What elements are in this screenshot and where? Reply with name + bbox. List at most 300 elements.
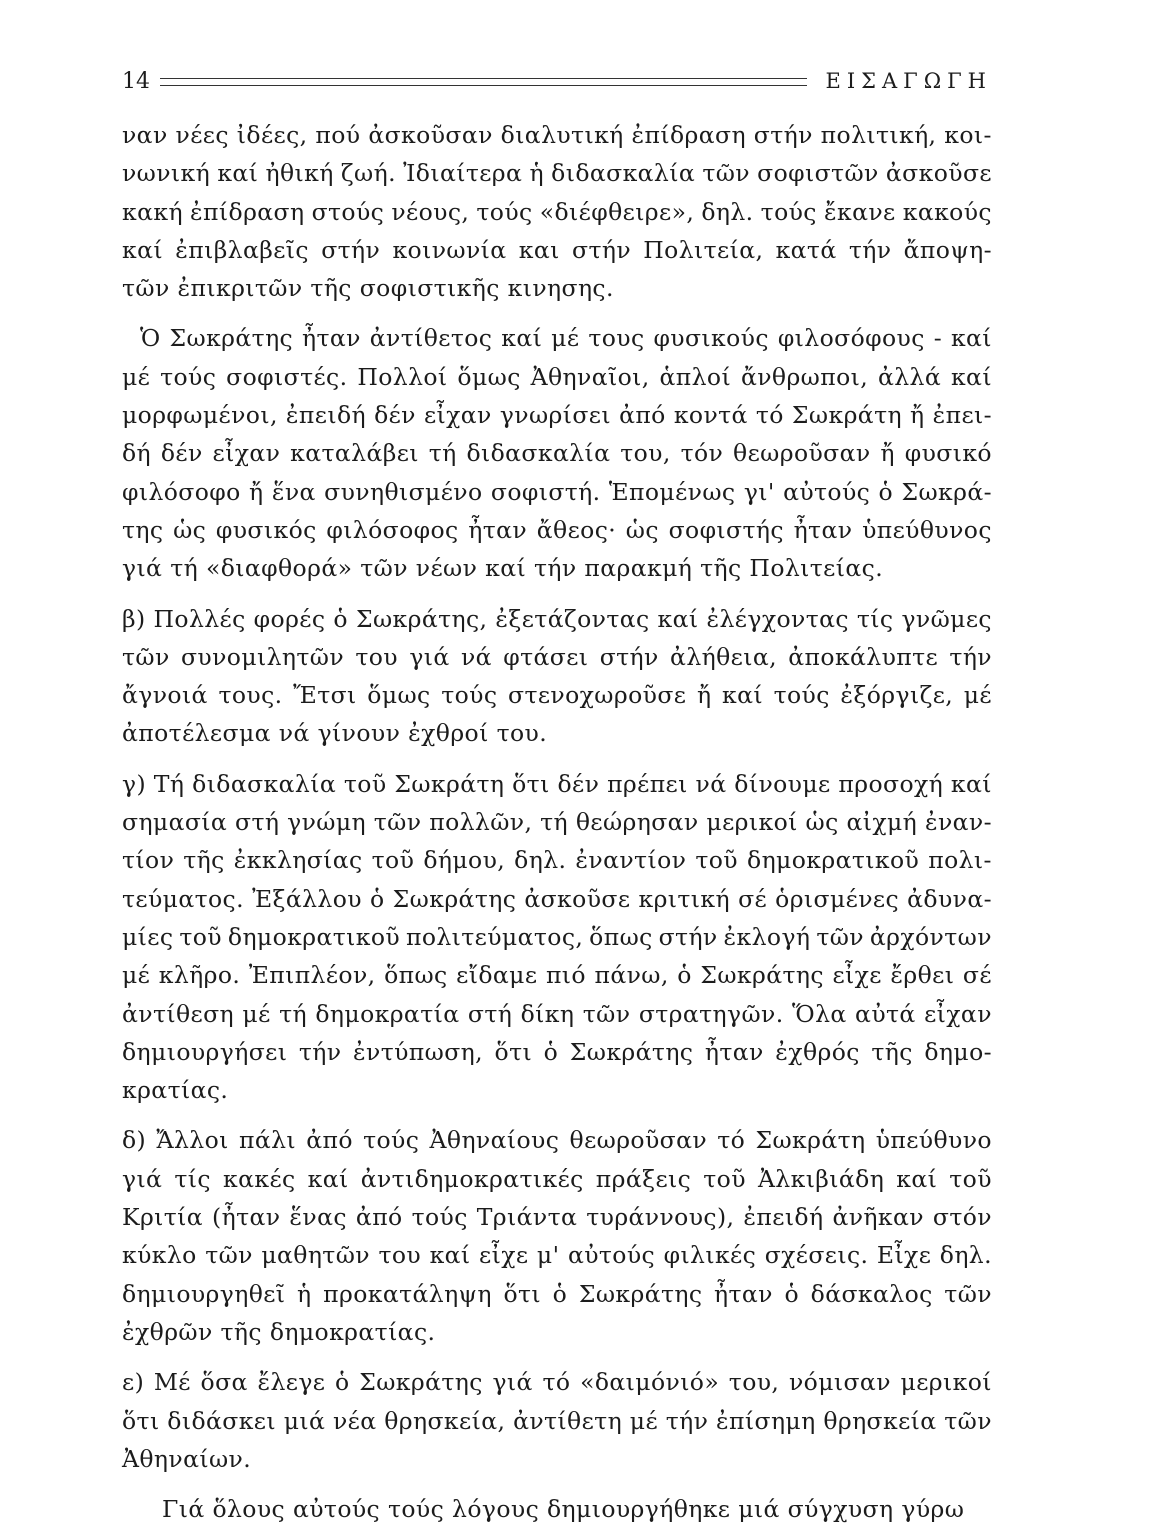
text-line xyxy=(122,676,992,714)
word: συνηθισμένο xyxy=(324,477,483,506)
word: τῶν xyxy=(582,999,631,1028)
word: καί xyxy=(122,235,163,264)
text-line xyxy=(122,1275,992,1313)
word: γνῶμες xyxy=(901,604,992,633)
word: δηλ. xyxy=(939,1241,992,1270)
word: ἀδυνα- xyxy=(907,884,992,913)
word: νόμισαν xyxy=(788,1368,891,1397)
word: μέ xyxy=(242,999,271,1028)
word: μαθητῶν xyxy=(261,1241,370,1270)
word: τήν xyxy=(949,642,992,671)
word: στόν xyxy=(932,1203,992,1232)
word: ἄνθρωποι, xyxy=(740,362,869,391)
word: τοῦ xyxy=(949,1164,992,1193)
word: μορφωμένοι, xyxy=(122,401,278,430)
word: κακή xyxy=(122,197,183,226)
word: Σωκράτη xyxy=(755,1126,866,1155)
paragraph xyxy=(122,319,992,587)
body-text xyxy=(122,116,992,1540)
word: τήν xyxy=(665,1406,709,1435)
word: ὡς xyxy=(805,808,839,837)
word: τίς xyxy=(856,604,894,633)
text-line xyxy=(122,511,992,549)
word: τους. xyxy=(218,681,283,710)
word: τή xyxy=(428,439,457,468)
text-line: Γιά ὅλους αὐτούς τούς λόγους δημιουργήθηκε μιά σύγχυση γύρω xyxy=(162,1495,965,1524)
word: τῆς xyxy=(183,846,225,875)
word: σοφιστές. xyxy=(226,362,348,391)
word: καί xyxy=(950,324,992,353)
word: ἀρχόντων xyxy=(869,922,992,951)
word: ἐπειδή xyxy=(285,401,366,430)
word: ἦταν xyxy=(302,324,361,353)
word: διδασκαλία xyxy=(192,769,337,798)
word: δή xyxy=(122,439,152,468)
word: εἶχε xyxy=(832,961,882,990)
word: εἶχαν xyxy=(212,439,281,468)
word: φιλοσόφους xyxy=(777,324,925,353)
word: τούς xyxy=(476,197,533,226)
word: τό xyxy=(755,401,784,430)
word: νά xyxy=(695,769,727,798)
word: Ἀθηναῖοι, xyxy=(530,362,650,391)
text-line xyxy=(122,1402,992,1440)
word: ἦταν xyxy=(793,515,853,544)
word: ἐντύπωση, xyxy=(353,1037,483,1066)
word: κοινωνία xyxy=(392,235,507,264)
word: στήν xyxy=(599,642,659,671)
text-line: Ἀθηναίων. xyxy=(122,1444,252,1473)
word: καί xyxy=(657,604,699,633)
word: φιλόσοφος xyxy=(326,515,459,544)
word: ἐπίδραση xyxy=(190,197,305,226)
word: προσοχή xyxy=(838,769,944,798)
word: προκατάληψη xyxy=(323,1279,492,1308)
word: Ὁ xyxy=(140,324,161,353)
word: καί xyxy=(217,159,259,188)
text-line xyxy=(122,841,992,879)
paragraph xyxy=(122,1121,992,1351)
word: ἄποψη- xyxy=(903,235,992,264)
word: Ἄλλοι xyxy=(156,1126,229,1155)
word: ἤ xyxy=(249,477,264,506)
word: γιά xyxy=(409,642,450,671)
word: γ) xyxy=(122,769,147,798)
word: Ἔτσι xyxy=(293,681,357,710)
text-line xyxy=(122,918,992,956)
word: ὁ xyxy=(333,604,348,633)
word: Σωκράτης xyxy=(169,324,294,353)
word: μιά xyxy=(283,1406,326,1435)
word: ἤ xyxy=(910,401,925,430)
word: Σωκρά- xyxy=(901,477,992,506)
word: ὅμως xyxy=(457,362,521,391)
word: φορές xyxy=(253,604,326,633)
word: ὅτι xyxy=(122,1406,160,1435)
word: καί xyxy=(429,1241,471,1270)
word: δέν xyxy=(160,439,203,468)
word: τῶν xyxy=(205,1241,253,1270)
word: ἔλεγε xyxy=(257,1368,326,1397)
word: τήν xyxy=(298,1037,342,1066)
word: ἐναν- xyxy=(924,808,992,837)
word: ἠθική xyxy=(265,159,334,188)
text-line xyxy=(122,765,992,803)
word: ἐξετάζοντας xyxy=(495,604,650,633)
word: Σωκράτης xyxy=(578,1279,703,1308)
word: ἀσκοῦσε xyxy=(524,884,631,913)
word: ὁ xyxy=(335,1368,350,1397)
word: πολλῶν, xyxy=(429,808,533,837)
word: τόν xyxy=(680,439,724,468)
word: ὁρισμένες xyxy=(775,884,900,913)
word: ὑπεύθυνος xyxy=(862,515,992,544)
word: στήν xyxy=(658,922,718,951)
word: νέα xyxy=(333,1406,377,1435)
text-line xyxy=(122,995,992,1033)
word: αἰχμή xyxy=(846,808,918,837)
word: ἕνας xyxy=(289,1203,347,1232)
word: ἦταν xyxy=(714,1279,773,1308)
text-line: κρατίας. xyxy=(122,1076,229,1105)
word: μερικοί xyxy=(706,808,798,837)
word: ὁ xyxy=(543,1037,559,1066)
text-line xyxy=(122,1160,992,1198)
word: ἐκλογή xyxy=(723,922,811,951)
page-number: 14 xyxy=(122,68,150,94)
word: Σωκράτη xyxy=(791,401,902,430)
word: δ) xyxy=(122,1126,147,1155)
word: τό xyxy=(542,1368,571,1397)
text-line xyxy=(122,231,992,269)
word: στήν xyxy=(753,121,813,149)
word: κοι- xyxy=(944,121,992,149)
text-line: ἀποτέλεσμα νά γίνουν ἐχθροί του. xyxy=(122,719,548,748)
word: ἐχθρός xyxy=(775,1037,860,1066)
word: νωνική xyxy=(122,159,211,188)
word: ὅπως xyxy=(384,961,448,990)
word: ἀντίθετος xyxy=(369,324,493,353)
word: ἤ xyxy=(880,439,895,468)
word: καί xyxy=(896,1164,938,1193)
word: τήν xyxy=(848,235,892,264)
word: ἐλέγχοντας xyxy=(706,604,849,633)
word: τῶν xyxy=(816,922,864,951)
word: κριτική xyxy=(638,884,730,913)
word: κακούς xyxy=(902,197,992,226)
word: ἀπό xyxy=(306,1126,353,1155)
paragraph xyxy=(122,600,992,753)
word: ἀποκάλυπτε xyxy=(788,642,939,671)
word: τῶν xyxy=(944,1279,992,1308)
word: διδάσκει xyxy=(167,1406,276,1435)
word: θεωροῦσαν xyxy=(569,1126,708,1155)
text-line xyxy=(122,956,992,994)
word: σέ xyxy=(738,884,768,913)
word: πάλι xyxy=(238,1126,296,1155)
word: στή xyxy=(467,999,513,1028)
word: μέ xyxy=(122,362,151,391)
word: στούς xyxy=(311,197,385,226)
word: σοφιστή. xyxy=(490,477,601,506)
header-rule xyxy=(160,78,807,86)
word: αὐτούς xyxy=(567,1241,656,1270)
word: φυσικός xyxy=(215,515,317,544)
word: τή xyxy=(540,808,569,837)
word: ὁ xyxy=(552,1279,568,1308)
word: ἀντίθετη xyxy=(513,1406,623,1435)
word: ἰδέες, xyxy=(236,121,308,149)
word: ὁ xyxy=(784,1279,800,1308)
word: τῶν xyxy=(373,808,422,837)
word: Ἑπομένως xyxy=(608,477,736,506)
word: Πολλοί xyxy=(357,362,448,391)
word: θεωροῦσαν xyxy=(733,439,871,468)
text-line xyxy=(122,600,992,638)
word: νέες xyxy=(175,121,229,149)
word: μερικοί xyxy=(900,1368,992,1397)
word: δέν xyxy=(557,769,600,798)
word: στήν xyxy=(321,235,381,264)
word: τή xyxy=(279,999,307,1028)
word: τό xyxy=(717,1126,746,1155)
word: ὅτι xyxy=(512,769,550,798)
text-line xyxy=(122,803,992,841)
word: δημοκρατικοῦ xyxy=(747,846,920,875)
text-line xyxy=(122,1363,992,1401)
word: πολι- xyxy=(928,846,992,875)
word: Σωκράτης xyxy=(392,884,517,913)
word: γι' xyxy=(743,477,775,506)
word: διδασκαλία xyxy=(551,159,696,188)
word: Μέ xyxy=(153,1368,191,1397)
word: κακές xyxy=(223,1164,296,1193)
word: Τριάντα xyxy=(476,1203,578,1232)
text-line xyxy=(122,396,992,434)
word: νέους, xyxy=(391,197,470,226)
word: φιλόσοφο xyxy=(122,477,241,506)
word: εἶχαν xyxy=(924,999,992,1028)
word: ζωή. xyxy=(340,159,396,188)
word: ὅπως xyxy=(589,922,653,951)
word: τούς xyxy=(441,681,498,710)
word: τῶν xyxy=(122,642,170,671)
word: Τή xyxy=(153,769,185,798)
word: νά xyxy=(460,642,492,671)
word: εἴδαμε xyxy=(456,961,538,990)
word: τοῦ xyxy=(343,769,387,798)
page-header xyxy=(122,66,992,96)
text-line xyxy=(122,434,992,472)
word: φυσικούς xyxy=(653,324,769,353)
word: δηλ. xyxy=(701,197,754,226)
word: ὁ xyxy=(878,477,894,506)
word: θρησκεία, xyxy=(384,1406,506,1435)
word: τοῦ xyxy=(371,846,415,875)
word: δηλ. xyxy=(514,846,567,875)
word: του xyxy=(355,642,398,671)
paragraph xyxy=(122,116,992,307)
word: τούς xyxy=(160,362,217,391)
word: του, xyxy=(620,439,671,468)
word: Ἰδιαίτερα xyxy=(403,159,523,188)
text-line xyxy=(122,116,992,154)
word: ἀλήθεια, xyxy=(670,642,777,671)
word: γιά xyxy=(122,1164,163,1193)
text-line xyxy=(122,1236,992,1274)
word: θρησκεία xyxy=(823,1406,937,1435)
word: τοῦ xyxy=(703,1164,746,1193)
word: μέ xyxy=(963,681,992,710)
word: Σωκράτης xyxy=(569,1037,694,1066)
word: ὑπεύθυνο xyxy=(875,1126,992,1155)
word: κοντά xyxy=(673,401,748,430)
word: πολιτεύματος, xyxy=(405,922,584,951)
text-line xyxy=(122,880,992,918)
text-line: ἐχθρῶν τῆς δημοκρατίας. xyxy=(122,1317,436,1346)
word: ἀνῆκαν xyxy=(832,1203,924,1232)
word: τούς xyxy=(363,1126,420,1155)
word: κύκλο xyxy=(122,1241,197,1270)
word: Σωκράτη xyxy=(394,769,505,798)
word: εἶχε xyxy=(479,1241,529,1270)
word: γιά xyxy=(492,1368,533,1397)
word: πολιτική, xyxy=(820,121,937,149)
word: ὁ xyxy=(677,961,692,990)
word: στρατηγῶν. xyxy=(638,999,784,1028)
word: ὁ xyxy=(370,884,385,913)
word: καί xyxy=(722,681,763,710)
word: μέ xyxy=(122,961,151,990)
text-line xyxy=(122,193,992,231)
word: σοφιστῶν xyxy=(757,159,879,188)
text-line xyxy=(122,154,992,192)
word: και xyxy=(518,235,560,264)
word: φιλικές xyxy=(663,1241,757,1270)
word: σημασία xyxy=(122,808,228,837)
word: ἀπό xyxy=(355,1203,403,1232)
word: πρέπει xyxy=(607,769,688,798)
word: πού xyxy=(315,121,361,149)
word: «δαιμόνιό» xyxy=(580,1368,720,1397)
word: - xyxy=(933,324,943,353)
word: τίς xyxy=(174,1164,211,1193)
word: αὐτά xyxy=(855,999,916,1028)
word: ὅτι xyxy=(503,1279,542,1308)
word: κατά xyxy=(775,235,837,264)
word: Πολλές xyxy=(153,604,246,633)
text-line xyxy=(122,358,992,396)
word: ναν xyxy=(122,121,168,149)
word: δήμου, xyxy=(423,846,506,875)
word: ἐπίδραση xyxy=(631,121,746,149)
word: Ἀθηναίους xyxy=(429,1126,560,1155)
word: ε) xyxy=(122,1368,145,1397)
word: τίον xyxy=(122,846,175,875)
word: γνώμη xyxy=(287,808,366,837)
word: του xyxy=(378,1241,422,1270)
word: φτάσει xyxy=(503,642,589,671)
word: τῶν xyxy=(944,1406,992,1435)
word: Σωκράτης xyxy=(359,1368,483,1397)
text-line xyxy=(122,473,992,511)
word: ἀντίθεση xyxy=(122,999,235,1028)
word: ἡ xyxy=(297,1279,312,1308)
text-line xyxy=(122,1121,992,1159)
word: ἀσκοῦσαν xyxy=(368,121,493,149)
word: ἐπίσημη xyxy=(716,1406,816,1435)
text-line xyxy=(122,1198,992,1236)
word: καί xyxy=(950,362,992,391)
text-line: γιά τή «διαφθορά» τῶν νέων καί τήν παρακμή τῆς Πολιτείας. xyxy=(122,554,884,583)
word: καταλάβει xyxy=(290,439,419,468)
word: ἐκκλησίας xyxy=(233,846,363,875)
word: ὅμως xyxy=(367,681,431,710)
word: β) xyxy=(122,604,146,633)
word: ἤ xyxy=(696,681,712,710)
paragraph xyxy=(122,765,992,1110)
word: φυσικό xyxy=(904,439,992,468)
word: πάνω, xyxy=(594,961,669,990)
word: καί xyxy=(307,1164,349,1193)
word: δίκη xyxy=(520,999,575,1028)
word: τους xyxy=(588,324,645,353)
word: Κριτία xyxy=(122,1203,204,1232)
word: ἔρθει xyxy=(890,961,955,990)
word: στή xyxy=(235,808,280,837)
word: πράξεις xyxy=(595,1164,692,1193)
word: κλῆρο. xyxy=(158,961,241,990)
word: τούς xyxy=(773,681,830,710)
word: ἐξόργιζε, xyxy=(840,681,954,710)
word: ἦταν xyxy=(468,515,528,544)
word: μίες xyxy=(122,922,174,951)
word: ἀλλά xyxy=(877,362,942,391)
word: δέν xyxy=(374,401,416,430)
paragraph xyxy=(122,1363,992,1478)
word: δημο- xyxy=(924,1037,992,1066)
word: δημοκρατικοῦ xyxy=(227,922,401,951)
text-line xyxy=(122,319,992,357)
word: ἀντιδημοκρατικές xyxy=(360,1164,584,1193)
word: ἄθεος· xyxy=(536,515,617,544)
word: καί xyxy=(501,324,543,353)
word: Σωκράτης, xyxy=(355,604,488,633)
word: μέ xyxy=(551,324,580,353)
paragraph xyxy=(122,1490,992,1528)
word: ὅτι xyxy=(494,1037,533,1066)
word: διαλυτική xyxy=(500,121,624,149)
word: στενοχωροῦσε xyxy=(508,681,687,710)
word: τούς xyxy=(760,197,817,226)
word: ἕνα xyxy=(271,477,316,506)
word: τούς xyxy=(411,1203,468,1232)
word: ἡ xyxy=(529,159,544,188)
word: ὅσα xyxy=(200,1368,248,1397)
word: Πολιτεία, xyxy=(643,235,764,264)
text-line xyxy=(122,1033,992,1071)
word: δημιουργήσει xyxy=(122,1037,288,1066)
word: πιό xyxy=(545,961,586,990)
word: ἀσκοῦσε xyxy=(885,159,992,188)
word: θεώρησαν xyxy=(575,808,699,837)
word: σχέσεις. xyxy=(764,1241,869,1270)
running-title: ΕΙΣΑΓΩΓΗ xyxy=(825,69,992,93)
word: τῆς xyxy=(871,1037,913,1066)
word: τοῦ xyxy=(695,846,738,875)
word: τοῦ xyxy=(179,922,222,951)
word: δημιουργηθεῖ xyxy=(122,1279,286,1308)
